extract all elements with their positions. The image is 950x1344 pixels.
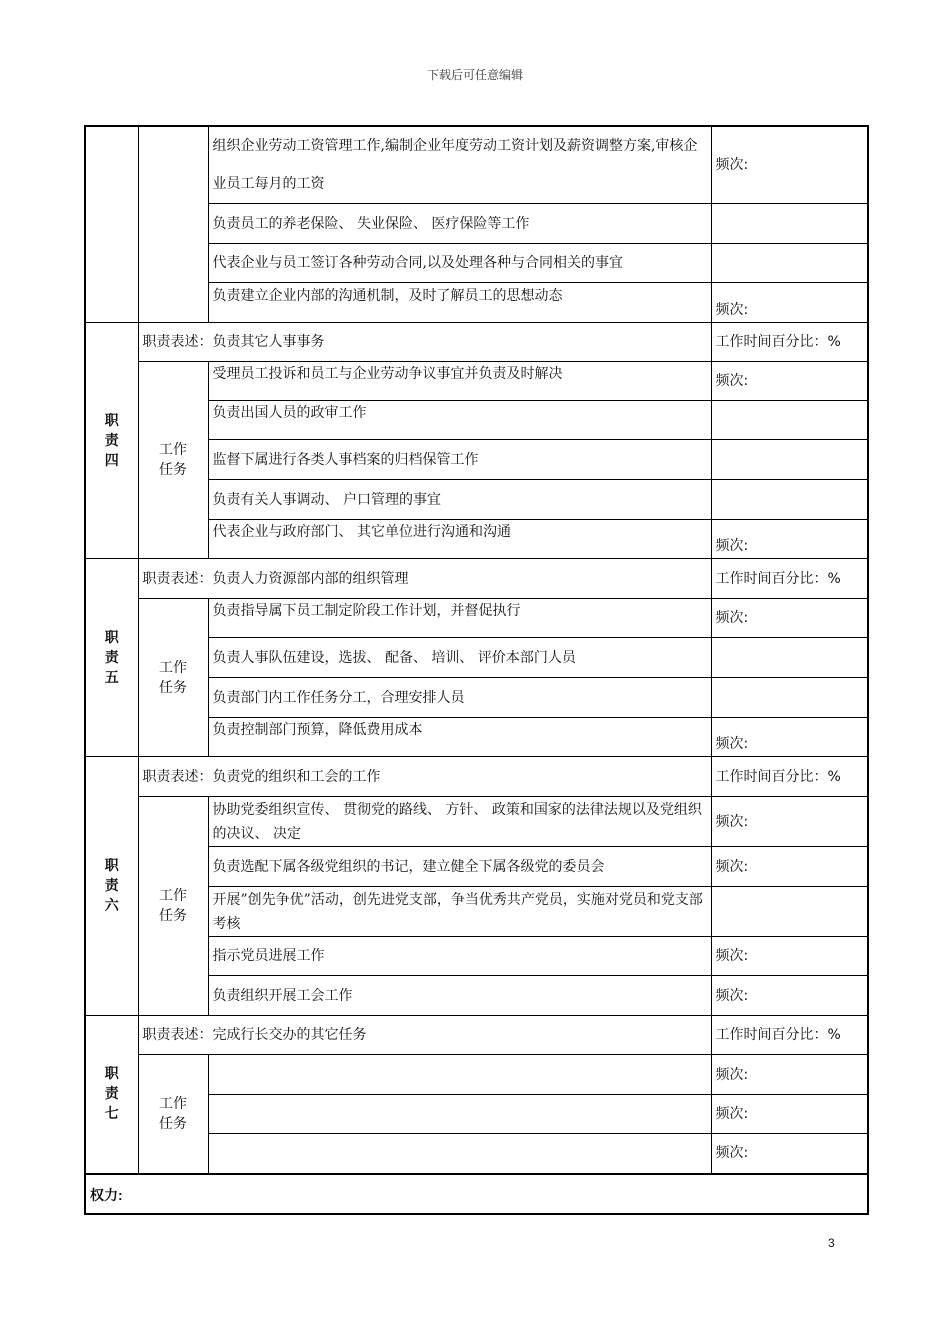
frequency-cell: 频次: [711,283,868,323]
task-cell [208,1134,711,1174]
continued-task-label-cell [138,126,208,323]
task-label-line: 工作 [159,888,187,904]
task-cell: 负责人事队伍建设，选拔、 配备、 培训、 评价本部门人员 [208,638,711,678]
frequency-cell: 频次: [711,362,868,401]
task-label [138,599,208,757]
frequency-cell-empty [711,638,868,678]
duty-summary: 职责表述：负责人力资源部内部的组织管理 [138,559,711,599]
task-cell: 协助党委组织宣传、 贯彻党的路线、 方针、 政策和国家的法律法规以及党组织的决议、 决定 [208,797,711,847]
task-cell: 负责选配下属各级党组织的书记，建立健全下属各级党的委员会 [208,847,711,887]
task-cell: 开展”创先争优”活动，创先进党支部，争当优秀共产党员，实施对党员和党支部考核 [208,887,711,937]
table-row [85,362,868,401]
frequency-cell: 频次: [711,599,868,638]
task-cell: 负责指导属下员工制定阶段工作计划，并督促执行 [208,599,711,638]
task-cell: 受理员工投诉和员工与企业劳动争议事宜并负责及时解决 [208,362,711,401]
frequency-cell-empty [711,480,868,520]
task-label [138,1055,208,1174]
task-cell: 负责部门内工作任务分工，合理安排人员 [208,678,711,718]
duty-four-label [85,323,138,559]
frequency-cell-empty [711,887,868,937]
frequency-cell: 频次: [711,976,868,1016]
header-note: 下载后可任意编辑 [426,68,523,82]
frequency-cell: 频次: [711,1134,868,1174]
frequency-cell-empty [711,678,868,718]
frequency-cell: 频次: [711,1095,868,1134]
duty-table [84,125,869,1215]
table-row [85,1055,868,1095]
task-cell [208,1055,711,1095]
table-row [85,1174,868,1214]
frequency-cell: 频次: [711,797,868,847]
duty-label-char: 六 [104,898,119,914]
duty-label-char: 职 [104,629,119,646]
work-time-percentage: 工作时间百分比：% [711,559,868,599]
frequency-cell: 频次: [711,718,868,757]
task-cell: 组织企业劳动工资管理工作,编制企业年度劳动工资计划及薪资调整方案,审核企业员工每月的工资 [208,126,711,204]
task-label-line: 任务 [159,462,187,478]
table-row [85,126,868,204]
duty-five-label [85,559,138,757]
frequency-cell: 频次: [711,520,868,559]
duty-label-char: 职 [104,858,119,874]
task-cell: 监督下属进行各类人事档案的归档保管工作 [208,440,711,480]
task-cell: 指示党员进展工作 [208,937,711,976]
duty-six-label [85,757,138,1016]
task-cell: 负责建立企业内部的沟通机制，及时了解员工的思想动态 [208,283,711,323]
duty-label-char: 四 [104,452,119,469]
frequency-cell: 频次: [711,937,868,976]
frequency-cell-empty [711,204,868,244]
table-row [85,797,868,847]
task-cell: 负责出国人员的政审工作 [208,401,711,440]
duty-summary: 职责表述：完成行长交办的其它任务 [138,1016,711,1055]
frequency-cell: 频次: [711,847,868,887]
task-cell: 负责有关人事调动、 户口管理的事宜 [208,480,711,520]
duty-label-char: 职 [104,1066,119,1083]
duty-label-char: 职 [104,412,119,429]
task-label-line: 任务 [159,908,187,924]
table-row [85,559,868,599]
table-row [85,1016,868,1055]
duty-seven-label [85,1016,138,1174]
task-cell: 负责员工的养老保险、 失业保险、 医疗保险等工作 [208,204,711,244]
continued-label-cell [85,126,138,323]
task-cell: 代表企业与政府部门、 其它单位进行沟通和沟通 [208,520,711,559]
task-label-line: 工作 [159,1095,187,1112]
frequency-cell-empty [711,244,868,283]
duty-label-char: 责 [104,878,119,894]
work-time-percentage: 工作时间百分比：% [711,323,868,362]
table-row [85,757,868,797]
duty-label-char: 责 [104,432,119,449]
task-label-line: 工作 [159,659,187,676]
frequency-cell: 频次: [711,126,868,204]
work-time-percentage: 工作时间百分比：% [711,1016,868,1055]
task-label [138,797,208,1016]
frequency-cell: 频次: [711,1055,868,1095]
work-time-percentage: 工作时间百分比：% [711,757,868,797]
task-label-line: 任务 [159,679,187,696]
task-label-line: 任务 [159,1115,187,1132]
task-cell: 负责控制部门预算，降低费用成本 [208,718,711,757]
task-cell: 负责组织开展工会工作 [208,976,711,1016]
duty-label-char: 七 [104,1106,119,1123]
authority-label: 权力: [85,1174,868,1214]
duty-label-char: 五 [104,669,119,686]
duty-summary: 职责表述：负责其它人事事务 [138,323,711,362]
task-cell [208,1095,711,1134]
task-label [138,362,208,559]
page-number: 3 [828,1236,835,1250]
task-label-line: 工作 [159,442,187,458]
table-row [85,599,868,638]
duty-label-char: 责 [104,649,119,666]
duty-label-char: 责 [104,1086,119,1103]
table-row [85,323,868,362]
frequency-cell-empty [711,401,868,440]
duty-summary: 职责表述：负责党的组织和工会的工作 [138,757,711,797]
frequency-cell-empty [711,440,868,480]
task-cell: 代表企业与员工签订各种劳动合同,以及处理各种与合同相关的事宜 [208,244,711,283]
